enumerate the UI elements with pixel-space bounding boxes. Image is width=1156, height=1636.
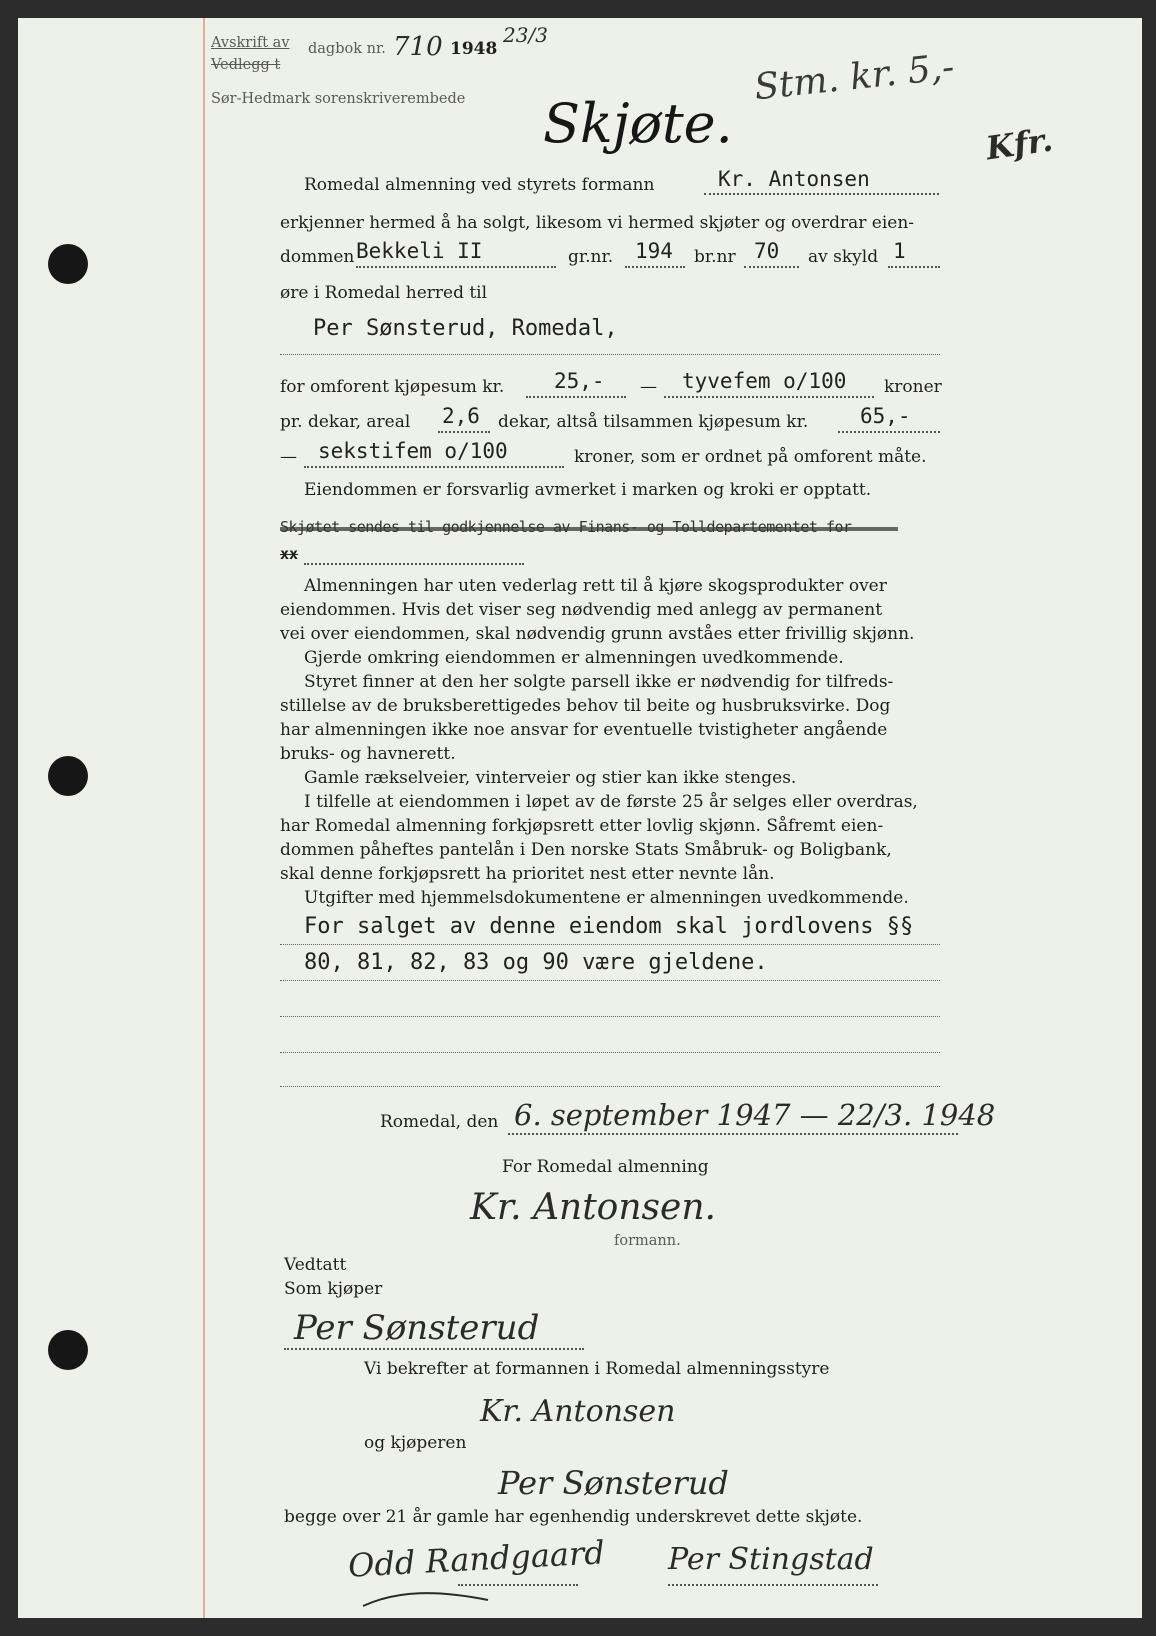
- dagbok-year: 1948: [450, 39, 498, 59]
- witness-a-signature: Odd Randgaard: [347, 1533, 606, 1585]
- dotted-fill: [838, 431, 940, 433]
- paragraph-line: Utgifter med hjemmelsdokumentene er almenningen uvedkommende.: [304, 888, 909, 908]
- dotted-fill: [304, 563, 524, 565]
- vedtatt-label: Vedtatt: [284, 1255, 347, 1275]
- total-words: sekstifem o/100: [318, 439, 508, 463]
- price-dash: —: [640, 377, 657, 397]
- paragraph-line: eiendommen. Hvis det viser seg nødvendig med anlegg av permanent: [280, 600, 883, 620]
- dotted-rule: [280, 1086, 940, 1087]
- paragraph-line: har almenningen ikke noe ansvar for eventuelle tvistigheter angående: [280, 720, 888, 740]
- final-line: begge over 21 år gamle har egenhendig underskrevet dette skjøte.: [284, 1507, 863, 1527]
- deed-line: øre i Romedal herred til: [280, 283, 488, 303]
- dotted-fill: [526, 396, 626, 398]
- struck-xx: xx: [280, 545, 299, 563]
- marked-line: Eiendommen er forsvarlig avmerket i marken og kroki er opptatt.: [304, 480, 872, 500]
- paragraph-line: har Romedal almenning forkjøpsrett etter lovlig skjønn. Såfremt eien-: [280, 816, 884, 836]
- witness-b-signature: Per Stingstad: [668, 1542, 874, 1577]
- dotted-fill: [744, 266, 799, 268]
- punch-hole: [48, 756, 88, 796]
- paragraph-line: I tilfelle at eiendommen i løpet av de første 25 år selges eller overdras,: [304, 792, 918, 812]
- witness-signature-2: Per Sønsterud: [498, 1464, 729, 1502]
- buyer-name: Per Sønsterud, Romedal,: [313, 316, 618, 341]
- place-label: Romedal, den: [380, 1112, 499, 1132]
- punch-hole: [48, 244, 88, 284]
- grnr-value: 194: [635, 239, 673, 263]
- copy-label: Avskrift av: [211, 35, 290, 51]
- price-per-dekar: 25,-: [554, 369, 605, 393]
- dotted-rule: [280, 1052, 940, 1053]
- for-line: For Romedal almenning: [502, 1157, 709, 1177]
- document-page: [18, 18, 1142, 1618]
- strike-through: [280, 527, 898, 531]
- confirm-line: Vi bekrefter at formannen i Romedal almenningsstyre: [364, 1359, 830, 1379]
- area-label: pr. dekar, areal: [280, 412, 411, 432]
- paragraph-line: Almenningen har uten vederlag rett til å kjøre skogsprodukter over: [304, 576, 887, 596]
- paragraph-line: Gjerde omkring eiendommen er almenningen uvedkommende.: [304, 648, 844, 668]
- dotted-rule: [280, 980, 940, 981]
- attach-label: Vedlegg t: [211, 57, 281, 73]
- dotted-fill: [704, 193, 939, 195]
- initials: Kfr.: [983, 120, 1055, 168]
- som-kjoper-label: Som kjøper: [284, 1279, 383, 1299]
- total-value: 65,-: [860, 404, 911, 428]
- property-name: Bekkeli II: [356, 239, 483, 263]
- dagbok-date: 23/3: [503, 23, 548, 47]
- signature-flourish: [358, 1588, 498, 1612]
- paragraph-line: stillelse av de bruksberettigedes behov til beite og husbruksvirke. Dog: [280, 696, 891, 716]
- dotted-rule: [280, 944, 940, 945]
- dotted-fill: [508, 1133, 958, 1135]
- paragraph-line: Gamle rækselveier, vinterveier og stier kan ikke stenges.: [304, 768, 797, 788]
- price-suffix: kroner: [884, 377, 942, 397]
- dotted-fill: [356, 266, 556, 268]
- dotted-fill: [625, 266, 685, 268]
- page-title: Skjøte.: [543, 92, 733, 155]
- total-suffix: kroner, som er ordnet på omforent måte.: [574, 447, 927, 467]
- seller-label: Romedal almenning ved styrets formann: [304, 175, 655, 195]
- area-value: 2,6: [442, 404, 480, 428]
- deed-line: dommen: [280, 247, 355, 267]
- formann-name: Kr. Antonsen: [718, 167, 870, 191]
- stamp-note: Stm. kr. 5,-: [752, 46, 957, 109]
- dotted-fill: [664, 396, 874, 398]
- paragraph-line: Styret finner at den her solgte parsell ikke er nødvendig for tilfreds-: [304, 672, 894, 692]
- formann-title: formann.: [614, 1233, 681, 1249]
- buyer-signature: Per Sønsterud: [294, 1308, 540, 1348]
- dotted-rule: [280, 354, 940, 355]
- typed-clause-line: For salget av denne eiendom skal jordlovens §§: [304, 914, 914, 939]
- brnr-label: br.nr: [694, 247, 736, 267]
- area-mid: dekar, altså tilsammen kjøpesum kr.: [498, 412, 809, 432]
- typed-clause-line: 80, 81, 82, 83 og 90 være gjeldene.: [304, 950, 768, 975]
- margin-line: [203, 18, 205, 1618]
- dotted-fill: [304, 466, 564, 468]
- paragraph-line: skal denne forkjøpsrett ha prioritet nest etter nevnte lån.: [280, 864, 775, 884]
- dotted-fill: [888, 266, 940, 268]
- office-name: Sør-Hedmark sorenskriverembede: [211, 91, 466, 107]
- og-kjoperen-label: og kjøperen: [364, 1433, 467, 1453]
- dagbok-label: dagbok nr.: [308, 41, 386, 57]
- punch-hole: [48, 1330, 88, 1370]
- formann-signature: Kr. Antonsen.: [470, 1187, 716, 1228]
- skyld-value: 1: [893, 239, 906, 263]
- signing-date: 6. september 1947 — 22/3. 1948: [514, 1098, 996, 1132]
- dotted-fill: [284, 1348, 584, 1350]
- dotted-fill: [458, 1584, 578, 1586]
- price-words: tyvefem o/100: [682, 369, 847, 393]
- brnr-value: 70: [754, 239, 780, 263]
- witness-signature-1: Kr. Antonsen: [480, 1394, 676, 1429]
- grnr-label: gr.nr.: [568, 247, 614, 267]
- dotted-rule: [280, 1016, 940, 1017]
- paragraph-line: vei over eiendommen, skal nødvendig grunn avståes etter frivillig skjønn.: [280, 624, 915, 644]
- dagbok-number: 710: [393, 32, 443, 62]
- paragraph-line: bruks- og havnerett.: [280, 744, 456, 764]
- total-dash: —: [280, 447, 297, 467]
- paragraph-line: dommen påheftes pantelån i Den norske Stats Småbruk- og Boligbank,: [280, 840, 892, 860]
- price-label: for omforent kjøpesum kr.: [280, 377, 505, 397]
- dotted-fill: [668, 1584, 878, 1586]
- deed-line: erkjenner hermed å ha solgt, likesom vi hermed skjøter og overdrar eien-: [280, 213, 915, 233]
- skyld-label: av skyld: [808, 247, 879, 267]
- dotted-fill: [438, 431, 490, 433]
